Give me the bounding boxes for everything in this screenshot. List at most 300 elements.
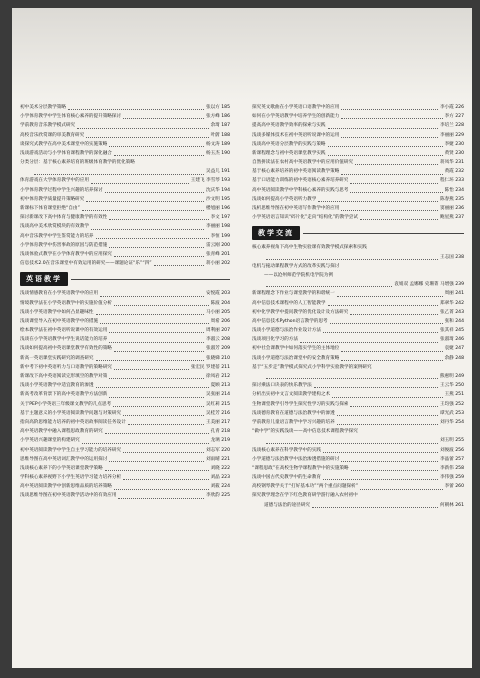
entry-author-page: 沈庆华 194: [205, 187, 230, 193]
leader-dots: [323, 332, 438, 333]
entry-title: 浅谈如何提高小学英语听力教学: [252, 196, 317, 202]
toc-entry: [20, 289, 230, 298]
leader-dots: [109, 332, 204, 333]
entry-title: 浅谈项目化学习的方法: [252, 337, 298, 343]
entry-title: “课程思政”在高校生物学课程教学中的实施策略: [252, 465, 349, 471]
toc-entry: [20, 317, 230, 326]
entry-title: 提高高中英语教学效率的探索与实践: [252, 123, 326, 129]
toc-entry: [20, 103, 230, 112]
entry-title: 小学体育教学中伤害事故的原因与防范措施: [20, 242, 108, 248]
leader-dots: [113, 406, 204, 407]
leader-dots: [68, 109, 204, 110]
entry-title: 探讨新课改下高中体育与健康教学的有效性: [20, 215, 108, 221]
toc-entry: [20, 345, 230, 354]
entry-title: 高校钢琴教学关于“打好基本功”“两个重点问题探析”: [252, 484, 358, 490]
entry-title: 基于“五步走”教学模式探究式小学科学实验教学的案例研究: [252, 364, 372, 370]
entry-title: 分类分层：基于核心素养培育的班级体育教学的优化策略: [20, 160, 135, 166]
entry-author-page: 刘志军 220: [205, 447, 230, 453]
toc-entry: [252, 112, 464, 121]
leader-dots: [323, 479, 438, 480]
entry-title: 探讨乘法口诀表的快乐教学法: [252, 383, 312, 389]
toc-entry: [20, 213, 230, 222]
entry-title: 道德与法治的途径研究: [264, 502, 310, 508]
entry-title: 新高考改革背景下的高中英语教学方法创新: [20, 392, 108, 398]
entry-author-page: 李丽丽 229: [439, 132, 464, 138]
leader-dots: [328, 128, 438, 129]
entry-author-page: 何朝林 261: [439, 502, 464, 508]
entry-title: 浅谈游戏活动与小学体育课程教学的深化融合: [20, 150, 112, 156]
entry-title: 自然拼读法在农村高中英语教学中的应用价值研究: [252, 160, 354, 166]
entry-author-page: 李新伟 258: [439, 465, 464, 471]
entry-author-page: 李淑云 208: [205, 337, 230, 343]
entry-author-page: 张晓娣 210: [205, 355, 230, 361]
toc-entry: [20, 455, 230, 464]
toc-entry: [252, 289, 464, 298]
leader-dots: [105, 470, 209, 471]
entry-title: 浅谈高中英语分层教学的实践与策略: [252, 141, 326, 147]
entry-author-page: 夏顾 213: [210, 383, 230, 389]
leader-dots: [341, 461, 438, 462]
toc-entry: [252, 131, 464, 140]
right-entries-top: [252, 103, 464, 222]
entry-author-page: 黄霞 232: [444, 169, 464, 175]
entry-title: 浅谈小学道德与法治作业设计方法: [252, 328, 321, 334]
entry-title: 浅谈多媒体技术在初中英语听说课中的运用: [252, 132, 340, 138]
entry-title: 初中英语阅读教学中学生自主学习能力的培养研究: [20, 447, 122, 453]
toc-entry: [20, 390, 230, 399]
toc-entry: [20, 299, 230, 308]
leader-dots: [100, 296, 204, 297]
entry-author-page: 吴张丽 214: [205, 392, 230, 398]
entry-title: 探究教学理念在学下红色教育研学游行融入农村初中: [252, 493, 358, 499]
entry-title: 初中化学教学中提问教学的优化设计及方法研究: [252, 309, 349, 315]
entry-author-page: 王美丽 217: [205, 419, 230, 425]
entry-author-page: 李婕 230: [444, 141, 464, 147]
entry-author-page: 鲍星燕 237: [439, 215, 464, 221]
entry-title: 高中英语阅读教学中学科核心素养的实践与思考: [252, 187, 349, 193]
entry-title: 分析出实初中文言文阅读教学建构之术: [252, 392, 331, 398]
toc-entry: [252, 345, 464, 354]
toc-entry: [20, 492, 230, 501]
leader-dots: [328, 155, 443, 156]
toc-entry: [20, 167, 230, 176]
entry-author-page: 刘雨晴 221: [205, 456, 230, 462]
section-header-teaching: [252, 226, 464, 240]
entry-author-page: 黄贤 230: [444, 150, 464, 156]
entry-author-page: 杨玉杰 190: [205, 150, 230, 156]
toc-entry: [20, 326, 230, 335]
leader-dots: [341, 351, 442, 352]
entry-author-page: 王云华 250: [439, 383, 464, 389]
entry-title: ——以沧州师范学院机电学院为例: [264, 272, 333, 278]
entry-title: 如何在小学英语教学中培养学生的创新能力: [252, 114, 340, 120]
entry-author-page: 程仁环 233: [439, 178, 464, 184]
toc-entry: [252, 204, 464, 213]
leader-dots: [332, 397, 442, 398]
leader-dots: [114, 305, 209, 306]
leader-dots: [34, 174, 204, 175]
entry-author-page: 李欣韵 225: [205, 493, 230, 499]
toc-entry: [20, 418, 230, 427]
entry-author-page: 王均强 252: [439, 401, 464, 407]
entry-author-page: 陈春燕 235: [439, 196, 464, 202]
entry-author-page: 杨文涛 189: [205, 141, 230, 147]
toc-entry: [20, 409, 230, 418]
entry-title: 小学英语兴趣课堂的构建研究: [20, 438, 80, 444]
entry-title: 浅谈在小学英语教学中学生说话能力的培养: [20, 337, 108, 343]
entry-author-page: 张方峰 186: [205, 114, 230, 120]
toc-entry: [20, 112, 230, 121]
entry-author-page: 李培兰 228: [439, 123, 464, 129]
leader-dots: [77, 128, 208, 129]
leader-dots: [123, 118, 204, 119]
entry-title: 新中考下初中英语听力与口语教学的策略研究: [20, 364, 112, 370]
toc-entry: [252, 482, 464, 491]
leader-dots: [105, 192, 204, 193]
entry-title: 信息技术2.0在音乐课堂中有效运用的研究——课题论证“乐”“四”: [20, 261, 152, 267]
entry-author-page: 刘筱 224: [210, 484, 230, 490]
entry-title: 小学体育教学中学生体育核心素养的提升策略探讨: [20, 114, 122, 120]
toc-entry: [20, 177, 230, 186]
leader-dots: [109, 342, 204, 343]
leader-dots: [360, 219, 438, 220]
leader-dots: [300, 342, 438, 343]
toc-entry: [20, 381, 230, 390]
toc-entry: [252, 213, 464, 222]
toc-entry: [252, 363, 464, 372]
right-toc-column: [252, 103, 464, 510]
leader-dots: [341, 360, 442, 361]
entry-title: 基于口语能力训练的初中英语核心素养培养研究: [252, 178, 349, 184]
entry-author-page: 刘玉明 255: [439, 438, 464, 444]
entry-title: 生物课堂教学引导学生探究性学习的实践与探索: [252, 401, 349, 407]
right-entries-bottom: [252, 243, 464, 509]
entry-author-page: 李文 197: [210, 215, 230, 221]
entry-author-page: 李小霞 226: [439, 104, 464, 110]
leader-dots: [266, 378, 438, 379]
toc-entry: [20, 464, 230, 473]
toc-entry: [252, 149, 464, 158]
leader-dots: [341, 118, 442, 119]
toc-entry: [252, 262, 464, 271]
entry-title: 浅谈核心素养在科学教学中的实践: [252, 447, 321, 453]
entry-author-page: 窦丽丽 236: [439, 206, 464, 212]
leader-dots: [312, 507, 438, 508]
entry-title: 初中社会课教学中如何落实学生的主体地位: [252, 346, 340, 352]
toc-entry: [252, 464, 464, 473]
leader-dots: [91, 229, 204, 230]
toc-entry: [252, 390, 464, 399]
entry-author-page: 张和 244: [444, 318, 464, 324]
entry-author-page: 张淑芳 209: [205, 346, 230, 352]
leader-dots: [350, 192, 442, 193]
entry-title: 核心素养视角下高中生物实验课有效教学模式探索和实践: [252, 245, 367, 251]
entry-title: “做中学”的实践浅谈——高中信息技术课程教学探究: [252, 429, 358, 435]
toc-entry: [252, 501, 464, 510]
entry-title: 高中信息技术Python语言教学的思考: [252, 318, 328, 324]
entry-author-page: 叶蔚 188: [210, 132, 230, 138]
leader-dots: [266, 443, 438, 444]
toc-entry: [20, 446, 230, 455]
entry-title: 学科核心素养视野下小学生英语学习能力培养分析: [20, 475, 122, 481]
leader-dots: [341, 109, 438, 110]
leader-dots: [350, 183, 438, 184]
entry-author-page: 沙文明 195: [205, 196, 230, 202]
toc-entry: [252, 473, 464, 482]
toc-entry: [252, 354, 464, 363]
toc-entry: [20, 436, 230, 445]
leader-dots: [96, 360, 204, 361]
leader-dots: [86, 201, 204, 202]
toc-entry: [252, 167, 464, 176]
leader-dots: [154, 265, 204, 266]
toc-entry: [252, 372, 464, 381]
toc-entry: [20, 158, 230, 167]
leader-dots: [123, 452, 204, 453]
entry-author-page: 刘晶 223: [210, 475, 230, 481]
section-header-english: [20, 272, 230, 286]
entry-title: 绘本教学法在初中英语听说课中的有效运用: [20, 328, 108, 334]
toc-entry: [252, 436, 464, 445]
toc-entry: [252, 455, 464, 464]
entry-author-page: 刘丹华 254: [439, 419, 464, 425]
leader-dots: [337, 415, 438, 416]
left-entries-top: [20, 103, 230, 268]
leader-dots: [123, 415, 204, 416]
entry-title: 探究英文歌曲在小学英语口语教学中的应用: [252, 104, 340, 110]
entry-title: 学前教育儿童语言教学中学习兴趣的培养: [252, 419, 335, 425]
toc-entry: [20, 400, 230, 409]
toc-entry: [252, 253, 464, 262]
leader-dots: [114, 369, 189, 370]
entry-title: 关于PEP小学英语三年级课文教学的几点思考: [20, 401, 112, 407]
entry-author-page: 吴红莉 215: [205, 401, 230, 407]
entry-title: 浅谈小学道德与法治课堂中的安全教育策略: [252, 355, 340, 361]
toc-entry: [252, 271, 464, 280]
entry-title: 浅谈高中美术欣赏模块的有效教学: [20, 224, 89, 230]
toc-entry: [20, 308, 230, 317]
leader-dots: [82, 443, 209, 444]
toc-entry: [252, 140, 464, 149]
leader-dots: [318, 201, 438, 202]
leader-dots: [105, 433, 209, 434]
entry-author-page: 张宏民 罗建蓓 211: [190, 364, 230, 370]
entry-title: 小学体育教学过程中学生兴趣的培养探讨: [20, 187, 103, 193]
entry-title: 新高一英语课堂实践研究的调查研究: [20, 355, 94, 361]
entry-author-page: 雷云刚 200: [205, 242, 230, 248]
toc-entry: [252, 317, 464, 326]
entry-author-page: 李蕾 260: [444, 484, 464, 490]
entry-title: 高中英语教学中融入课程思政教育的研究: [20, 429, 103, 435]
entry-title: 初中体育教学质量提升策略研究: [20, 196, 85, 202]
left-entries-bottom: [20, 289, 230, 500]
leader-dots: [314, 387, 438, 388]
toc-entry: [20, 131, 230, 140]
leader-dots: [350, 314, 438, 315]
toc-entry: [252, 326, 464, 335]
toc-entry: [20, 241, 230, 250]
entry-title: 学前教育音乐教学模式研究: [20, 123, 76, 129]
leader-dots: [341, 174, 442, 175]
entry-title: 新课改下高中英语阅读完形填空的教学对策: [20, 374, 108, 380]
leader-dots: [266, 259, 438, 260]
leader-dots: [114, 155, 204, 156]
entry-author-page: 安悦霞 203: [205, 291, 230, 297]
toc-entry: [252, 121, 464, 130]
entry-author-page: 张乙菁 243: [439, 309, 464, 315]
leader-dots: [123, 479, 209, 480]
entry-author-page: 李恒 199: [210, 233, 230, 239]
entry-author-page: 吴桂芳 216: [205, 410, 230, 416]
leader-dots: [109, 247, 204, 248]
entry-author-page: 熊惠明 249: [439, 374, 464, 380]
entry-author-page: 李方 227: [444, 114, 464, 120]
entry-author-page: 周利丽 207: [205, 328, 230, 334]
toc-entry: [252, 186, 464, 195]
entry-author-page: 蒋凤华 231: [439, 160, 464, 166]
section-rule: [303, 233, 464, 234]
leader-dots: [100, 323, 208, 324]
entry-title: 基于核心素养培养的初中英语阅读教学策略: [252, 169, 340, 175]
entry-author-page: 张其祥 245: [439, 328, 464, 334]
entry-title: 谈探究式教学在高中美术课堂中的实施策略: [20, 141, 108, 147]
toc-entry: [252, 243, 464, 252]
entry-title: 浅谈思维导图在初中英语教学活动中的有效应用: [20, 493, 117, 499]
entry-title: 新课标下体育课堂拒绝“自由”: [20, 206, 80, 212]
toc-entry: [252, 409, 464, 418]
toc-entry: [252, 418, 464, 427]
entry-author-page: 谭光武 253: [439, 410, 464, 416]
entry-author-page: 孔青 218: [210, 429, 230, 435]
leader-dots: [330, 323, 443, 324]
entry-title: 电机与拖动课程教学方式的改革实践与探讨: [252, 263, 340, 269]
leader-dots: [351, 470, 438, 471]
entry-title: 浅谈小学英语教学中适宜教育的渗透: [20, 383, 94, 389]
toc-entry: [252, 299, 464, 308]
entry-title: 基于主题意义的小学英语阅读教学问题与对策研究: [20, 410, 122, 416]
toc-entry: [20, 149, 230, 158]
entry-title: 指向高阶思维能力培养的初中英语故事阅读任务设计: [20, 419, 126, 425]
entry-title: 浅谈情感教育在小学英语教学中的应用: [20, 291, 99, 297]
entry-title: 浅谈如何提高初中英语课堂教学有效性的策略: [20, 346, 112, 352]
entry-title: 浅谈课堂导入在初中英语教学中的措施: [20, 318, 99, 324]
entry-author-page: 马小丽 205: [205, 309, 230, 315]
toc-entry: [20, 372, 230, 381]
entry-author-page: 郑翠华 242: [439, 300, 464, 306]
magazine-page: [12, 8, 472, 668]
entry-title: 体育游戏在大学体育教学中的应用: [20, 178, 89, 184]
leader-dots: [328, 305, 438, 306]
leader-dots: [114, 256, 204, 257]
leader-dots: [355, 164, 438, 165]
toc-entry: [20, 482, 230, 491]
leader-dots: [323, 452, 438, 453]
toc-entry: [252, 446, 464, 455]
leader-dots: [114, 489, 209, 490]
leader-dots: [109, 146, 204, 147]
entry-title: 小学英语语言知识“碎片化”走向“结构化”的教学尝试: [252, 215, 358, 221]
toc-entry: [252, 158, 464, 167]
entry-title: 浅析思维导图在初中英语写作教学中的应用: [252, 206, 340, 212]
leader-dots: [109, 219, 208, 220]
entry-author-page: 蒋小丽 202: [205, 261, 230, 267]
entry-author-page: 张青峰 201: [205, 251, 230, 257]
leader-dots: [91, 183, 189, 184]
entry-title: 高校音乐欣赏课的审美教育研究: [20, 132, 85, 138]
leader-dots: [96, 314, 204, 315]
toc-entry: [20, 335, 230, 344]
entry-author-page: 刘晓 222: [210, 465, 230, 471]
entry-title: 高中英语阅读教学中创新思维品质的培养策略: [20, 484, 112, 490]
toc-entry: [20, 140, 230, 149]
leader-dots: [96, 238, 209, 239]
entry-title: 浅谈德育教育在道德与法治教学中的渗透: [252, 410, 335, 416]
leader-dots: [114, 351, 204, 352]
entry-title: 新课程理念与初中英语课堂教学实践: [252, 150, 326, 156]
toc-entry: [252, 103, 464, 112]
leader-dots: [341, 210, 438, 211]
toc-entry: [252, 177, 464, 186]
toc-entry: [20, 250, 230, 259]
entry-title: 初中美术分层教学策略: [20, 104, 66, 110]
toc-entry: [20, 354, 230, 363]
entry-author-page: 袁娟双 孟娜娜 史珊菁 马增强 239: [394, 282, 464, 288]
leader-dots: [128, 424, 204, 425]
entry-author-page: 周丽 241: [444, 291, 464, 297]
entry-author-page: 李伟强 259: [439, 475, 464, 481]
toc-entry: [20, 232, 230, 241]
toc-entry: [252, 280, 464, 289]
entry-title: 浅谈核心素养下的小学英语课堂教学策略: [20, 465, 103, 471]
entry-title: 思维导图在高中英语词汇教学中的运用探讨: [20, 456, 108, 462]
toc-entry: [20, 121, 230, 130]
entry-title: 浅谈体验式教学在小学体育教学中的应用探究: [20, 251, 112, 257]
leader-dots: [109, 378, 204, 379]
entry-author-page: 余琦 187: [210, 123, 230, 129]
leader-dots: [266, 286, 392, 287]
entry-author-page: 徐凤岩 212: [205, 374, 230, 380]
entry-author-page: 袁婕 247: [444, 346, 464, 352]
entry-author-page: 吴益儿 191: [205, 169, 230, 175]
entry-author-page: 楼旭丽 196: [205, 206, 230, 212]
toc-entry: [20, 222, 230, 231]
leader-dots: [328, 146, 443, 147]
toc-entry: [252, 492, 464, 501]
toc-entry: [20, 195, 230, 204]
entry-author-page: 王志国 238: [439, 254, 464, 260]
toc-entry: [20, 186, 230, 195]
leader-dots: [341, 137, 438, 138]
leader-dots: [86, 137, 208, 138]
entry-title: 高中音乐教学中学生鉴赏能力的培养: [20, 233, 94, 239]
entry-title: 新课程理念下作业与课堂教学的和谐统一: [252, 291, 335, 297]
toc-entry: [20, 204, 230, 213]
entry-title: 浅谈中国古代史教学中的生命教育: [252, 475, 321, 481]
entry-author-page: 陈怡 234: [444, 187, 464, 193]
entry-author-page: 余静 248: [444, 355, 464, 361]
leader-dots: [109, 397, 204, 398]
left-toc-column: [20, 103, 230, 501]
entry-author-page: 刘俊波 256: [439, 447, 464, 453]
section-rule: [71, 279, 230, 280]
entry-author-page: 李丽丽 198: [205, 224, 230, 230]
toc-entry: [252, 427, 464, 436]
section-label: 英语教学: [20, 272, 68, 286]
entry-author-page: 龙璃 219: [210, 438, 230, 444]
toc-entry: [252, 335, 464, 344]
leader-dots: [82, 210, 204, 211]
entry-author-page: 李晶蕾 257: [439, 456, 464, 462]
